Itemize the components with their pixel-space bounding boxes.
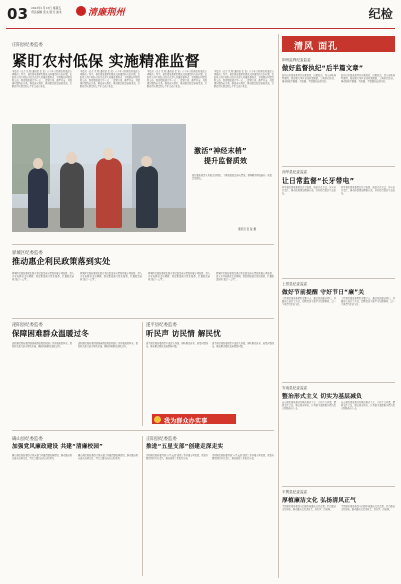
- bottom-left-body: 确山县纪委监委联合教育部门开展清廉校园建设，推动廉洁教育融入校园文化，营造崇廉尚洁的良好氛围。: [78, 454, 138, 461]
- divider: [12, 244, 274, 245]
- caption-headline-1: 激活“神经末梢”: [194, 147, 247, 155]
- mid-left-headline: 推动惠企利民政策落到实处: [12, 257, 111, 266]
- editor-line: 责任编辑 张文 版式 美术: [31, 10, 62, 14]
- sidebar-kicker: 安南县纪委监委: [282, 386, 308, 390]
- sidebar-headline: 整治形式主义 切实为基层减负: [282, 394, 363, 400]
- person-head: [66, 152, 77, 164]
- row3-left-headline: 保障困难群众温暖过冬: [12, 329, 89, 338]
- sidebar-body: 安南县纪委监委持续整治形式主义、官僚主义问题，精简文件会议，规范督查检查，让基层干部把更多精力投入到抓落实上来。: [341, 401, 395, 411]
- sidebar-article-5: [282, 490, 395, 578]
- divider: [12, 430, 274, 431]
- divider: [282, 278, 395, 279]
- sidebar-headline: 厚植廉洁文化 弘扬清风正气: [282, 498, 357, 504]
- sidebar-body: 监利市纪委监委坚持以案促改、以案促治，深入剖析典型案例，督促相关单位查找问题根源，完善制度机制，推动形成不敢腐、不能腐、不想腐的长效机制。: [341, 74, 395, 84]
- newspaper-logo: [76, 4, 136, 18]
- bottom-left-body: 确山县纪委监委联合教育部门开展清廉校园建设，推动廉洁教育融入校园文化，营造崇廉尚洁的良好氛围。: [12, 454, 72, 461]
- row3-right-body: 遂平县纪委监委组织干部深入基层，倾听群众诉求，收集问题线索，推动解决群众急难愁盼问题。: [212, 342, 274, 349]
- person-figure: [60, 162, 84, 228]
- lead-body: 本报讯（记者 张 晓 通讯员 张 锐）在今年庄阳县农村低保专项整治工作中，县纪委监委紧盯群众反映强烈的突出问题，采取线上线下相结合的方式深入开展监督检查，对发现的问题及时交办，督促职能部门举一反三、建章立制。截至目前，共发现问题线索多条，整改落实到位，推动惠民政策落地见效，让群众切实感受到公平正义就在身边。: [12, 70, 72, 89]
- sidebar-kicker: 西华县纪委监委: [282, 170, 308, 174]
- row3-left-body: 泌阳县纪委监委围绕困难群众救助保障工作开展监督检查，督促相关部门落实帮扶措施，确保困难群众温暖过冬。: [12, 342, 72, 349]
- page-number: 03: [7, 5, 29, 23]
- bottom-mid-kicker: 正阳县纪委监委: [146, 437, 177, 442]
- divider: [282, 166, 395, 167]
- sidebar-article-2: [282, 170, 395, 274]
- person-head: [103, 148, 114, 160]
- bottom-mid-body: 正阳县纪委监委围绕“五星支部”创建工作开展专项监督，督促各级党组织压实责任，推动创建工作取得实效。: [146, 454, 208, 461]
- bottom-left-kicker: 确山县纪委监委: [12, 437, 43, 442]
- bottom-mid-body: 正阳县纪委监委围绕“五星支部”创建工作开展专项监督，督促各级党组织压实责任，推动创建工作取得实效。: [212, 454, 274, 461]
- caption-text: 县纪委监委深入基层走访群众，了解低保政策落实情况，现场解答群众疑问，收集意见建议。: [192, 174, 272, 181]
- lead-body: 本报讯（记者 张 晓 通讯员 张 锐）在今年庄阳县农村低保专项整治工作中，县纪委监委紧盯群众反映强烈的突出问题，采取线上线下相结合的方式深入开展监督检查，对发现的问题及时交办，督促职能部门举一反三、建章立制。截至目前，共发现问题线索多条，整改落实到位，推动惠民政策落地见效，让群众切实感受到公平正义就在身边。: [80, 70, 140, 89]
- row3-right-kicker: 遂平县纪委监委: [146, 323, 177, 328]
- bottom-mid-headline: 推进“五星支部”创建走深走实: [146, 444, 224, 450]
- sidebar-kicker: 平舆县纪委监委: [282, 490, 308, 494]
- sidebar-body: 西华县纪委监委聚焦日常监督，创新方式方法，压实各方责任，推动监督更加精准有效，持续擦亮政治生态底色。: [341, 186, 395, 196]
- lead-body: 本报讯（记者 张 晓 通讯员 张 锐）在今年庄阳县农村低保专项整治工作中，县纪委监委紧盯群众反映强烈的突出问题，采取线上线下相结合的方式深入开展监督检查，对发现的问题及时交办，督促职能部门举一反三、建章立制。截至目前，共发现问题线索多条，整改落实到位，推动惠民政策落地见效，让群众切实感受到公平正义就在身边。: [214, 70, 274, 89]
- lead-headline: 紧盯农村低保 实施精准监督: [12, 52, 200, 70]
- bottom-mid-article: [146, 436, 274, 576]
- sidebar-kicker: 上蔡县纪委监委: [282, 282, 308, 286]
- lead-photo: [12, 124, 186, 232]
- sidebar-article-3: [282, 282, 395, 378]
- photo-credit: 通讯员 张 锐 摄: [238, 228, 257, 231]
- sidebar-body: 上蔡县纪委监委紧盯重要节点，通过发送廉洁短信、开展谈心谈话等方式，提醒党员干部严守纪律规矩，过一个风清气正的节日。: [341, 297, 395, 307]
- lead-kicker: 庄阳县纪委监委: [12, 43, 43, 48]
- row3-right-headline: 听民声 访民情 解民忧: [146, 329, 221, 338]
- sidebar-banner: [282, 36, 395, 52]
- divider: [282, 382, 395, 383]
- row3-left-article: [12, 322, 138, 426]
- row3-right-body: 遂平县纪委监委组织干部深入基层，倾听群众诉求，收集问题线索，推动解决群众急难愁盼问题。: [146, 342, 208, 349]
- mid-left-kicker: 驿城区纪委监委: [12, 251, 43, 256]
- lead-body: 本报讯（记者 张 晓 通讯员 张 锐）在今年庄阳县农村低保专项整治工作中，县纪委监委紧盯群众反映强烈的突出问题，采取线上线下相结合的方式深入开展监督检查，对发现的问题及时交办，督促职能部门举一反三、建章立制。截至目前，共发现问题线索多条，整改落实到位，推动惠民政策落地见效，让群众切实感受到公平正义就在身边。: [147, 70, 207, 89]
- date-line: 2023年1月13日 星期五: [31, 6, 62, 10]
- sidebar-body: 安南县纪委监委持续整治形式主义、官僚主义问题，精简文件会议，规范督查检查，让基层干部把更多精力投入到抓落实上来。: [282, 401, 336, 411]
- photo-caption: [190, 124, 274, 240]
- banner-star-icon: [154, 416, 161, 423]
- sidebar-divider: [278, 34, 279, 578]
- mid-left-body: 驿城区纪委监委聚焦惠企利民政策落实情况开展专项监督，深入企业和群众走访调研，督促职能部门优化服务，打通政策落地“最后一公里”。: [80, 272, 142, 282]
- logo-seal-icon: [76, 6, 86, 16]
- sidebar-headline: 做好监督执纪“后半篇文章”: [282, 64, 364, 72]
- sidebar-article-4: [282, 386, 395, 482]
- lead-article: [12, 42, 274, 120]
- divider: [12, 318, 274, 319]
- mid-left-body: 驿城区纪委监委聚焦惠企利民政策落实情况开展专项监督，深入企业和群众走访调研，督促职能部门优化服务，打通政策落地“最后一公里”。: [12, 272, 74, 282]
- person-figure: [28, 168, 48, 228]
- sidebar-banner-text: 清风 面孔: [294, 41, 339, 52]
- masthead: [6, 4, 395, 28]
- person-figure: [96, 158, 122, 228]
- divider: [142, 436, 143, 576]
- sidebar-headline: 让日常监督“长牙带电”: [282, 177, 355, 185]
- bottom-left-headline: 加强党风廉政建设 共建“清廉校园”: [12, 444, 104, 450]
- sidebar-body: 平舆县纪委监委深入挖掘本地廉洁文化资源，打造廉洁文化阵地，推动廉洁文化进机关、进社区、进校园。: [341, 505, 395, 512]
- sidebar-headline: 做好节前提醒 守好节日“廉”关: [282, 290, 365, 296]
- sidebar-body: 西华县纪委监委聚焦日常监督，创新方式方法，压实各方责任，推动监督更加精准有效，持续擦亮政治生态底色。: [282, 186, 336, 196]
- row3-left-body: 泌阳县纪委监委围绕困难群众救助保障工作开展监督检查，督促相关部门落实帮扶措施，确保困难群众温暖过冬。: [78, 342, 138, 349]
- sidebar-article-1: [282, 58, 395, 162]
- row3-right-article: [146, 322, 274, 410]
- mid-left-body: 驿城区纪委监委聚焦惠企利民政策落实情况开展专项监督，深入企业和群众走访调研，督促职能部门优化服务，打通政策落地“最后一公里”。: [148, 272, 210, 282]
- banner-text: 我为群众办实事: [164, 417, 208, 425]
- masthead-rule: [6, 28, 395, 29]
- logo-text: 清廉荆州: [88, 8, 125, 18]
- person-head: [141, 156, 152, 167]
- sidebar-body: 平舆县纪委监委深入挖掘本地廉洁文化资源，打造廉洁文化阵地，推动廉洁文化进机关、进社区、进校园。: [282, 505, 336, 512]
- bottom-left-article: [12, 436, 138, 576]
- person-figure: [136, 166, 158, 228]
- divider: [142, 322, 143, 426]
- row3-left-kicker: 泌阳县纪委监委: [12, 323, 43, 328]
- service-banner: [152, 414, 236, 424]
- mid-left-article: [12, 250, 274, 314]
- person-head: [33, 158, 43, 169]
- sidebar-kicker: 荆州监利纪委监委: [282, 58, 311, 62]
- sidebar-body: 上蔡县纪委监委紧盯重要节点，通过发送廉洁短信、开展谈心谈话等方式，提醒党员干部严守纪律规矩，过一个风清气正的节日。: [282, 297, 336, 307]
- section-name: 纪检: [368, 7, 393, 21]
- mid-left-body: 驿城区纪委监委聚焦惠企利民政策落实情况开展专项监督，深入企业和群众走访调研，督促职能部门优化服务，打通政策落地“最后一公里”。: [216, 272, 274, 282]
- divider: [282, 486, 395, 487]
- caption-headline-2: 提升监督质效: [204, 157, 248, 165]
- sidebar-body: 监利市纪委监委坚持以案促改、以案促治，深入剖析典型案例，督促相关单位查找问题根源，完善制度机制，推动形成不敢腐、不能腐、不想腐的长效机制。: [282, 74, 336, 84]
